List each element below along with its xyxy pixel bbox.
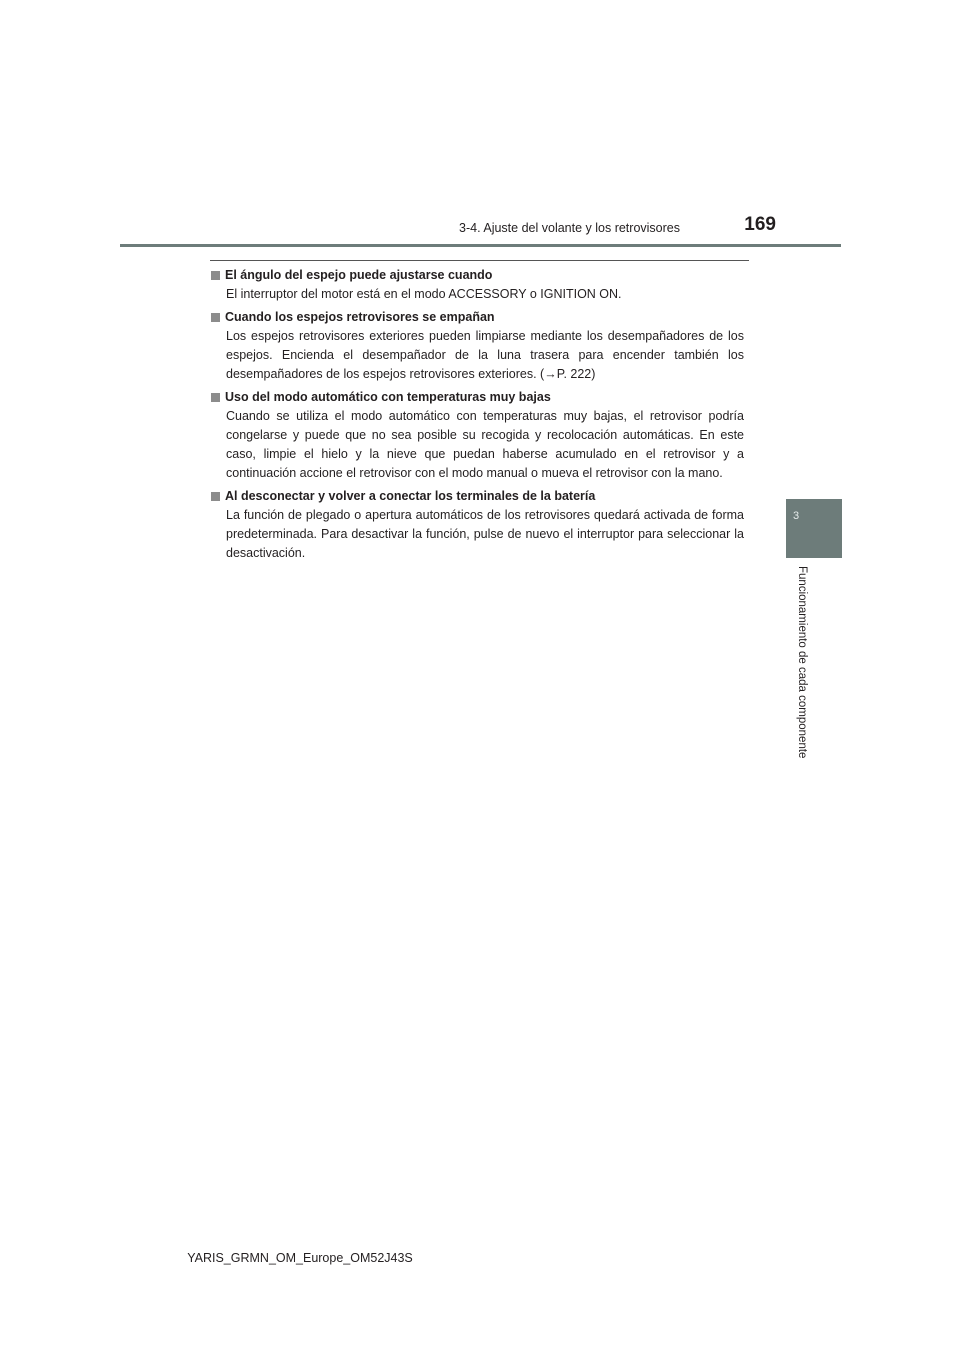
note-body: Cuando se utiliza el modo automático con temperaturas muy bajas, el retrovisor podría congelarse y puede que no sea posible su recogida y recolocación automáticas. En este caso, limpie el hielo y la nieve que puedan haberse acumulado en el retrovisor y a continuación accione el retrovisor con el modo manual o mueva el retrovisor con la mano.	[226, 409, 744, 480]
note-body: Los espejos retrovisores exteriores pueden limpiarse mediante los desempañadores de los espejos. Encienda el desempañador de la luna trasera para encender también los desempañadores de los espejos retrovisores exteriores. (→P. 222)	[226, 329, 744, 381]
content-body	[210, 266, 744, 567]
note-heading	[210, 308, 744, 327]
content-divider	[210, 260, 749, 261]
note-item	[210, 388, 744, 483]
chapter-number: 3	[792, 510, 800, 522]
note-heading-text: Al desconectar y volver a conectar los terminales de la batería	[225, 489, 596, 503]
page-number: 169	[744, 214, 776, 235]
square-bullet-icon	[211, 271, 220, 280]
note-heading-text: Cuando los espejos retrovisores se empañan	[225, 310, 495, 324]
square-bullet-icon	[211, 313, 220, 322]
document-id: YARIS_GRMN_OM_Europe_OM52J43S	[187, 1251, 413, 1265]
note-heading	[210, 487, 744, 506]
note-body: La función de plegado o apertura automáticos de los retrovisores quedará activada de forma predeterminada. Para desactivar la función, pulse de nuevo el interruptor para seleccionar la desactivación.	[226, 508, 744, 560]
header-divider	[120, 244, 841, 247]
square-bullet-icon	[211, 492, 220, 501]
note-heading-text: El ángulo del espejo puede ajustarse cuando	[225, 268, 493, 282]
note-heading-text: Uso del modo automático con temperaturas muy bajas	[225, 390, 551, 404]
note-item	[210, 308, 744, 384]
square-bullet-icon	[211, 393, 220, 402]
chapter-tab	[786, 499, 842, 558]
section-title: 3-4. Ajuste del volante y los retrovisores	[459, 221, 680, 235]
chapter-label: Funcionamiento de cada componente	[796, 566, 808, 759]
note-body: El interruptor del motor está en el modo ACCESSORY o IGNITION ON.	[226, 287, 622, 301]
note-item	[210, 266, 744, 304]
note-heading	[210, 388, 744, 407]
note-heading	[210, 266, 744, 285]
note-item	[210, 487, 744, 563]
